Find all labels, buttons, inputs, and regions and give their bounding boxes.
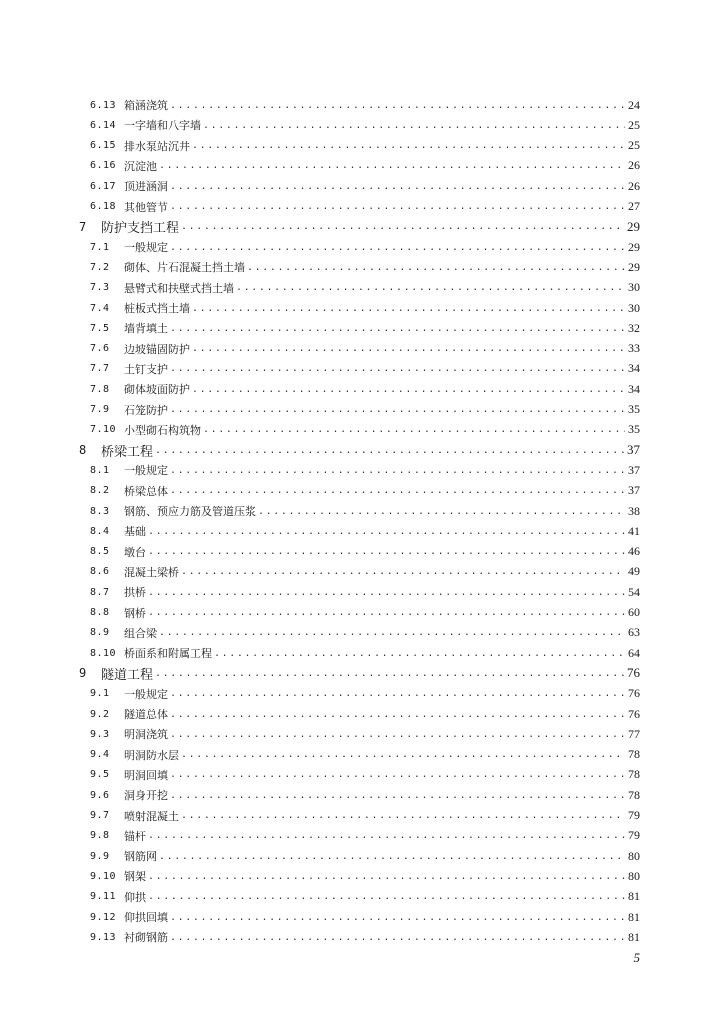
dot-leader [192, 303, 625, 314]
toc-entry-page: 37 [628, 483, 640, 498]
dot-leader [170, 100, 625, 111]
toc-entry-title: 钢架 [124, 870, 146, 884]
toc-section-entry[interactable] [90, 136, 640, 156]
toc-entry-page: 54 [628, 584, 640, 599]
dot-leader [247, 262, 625, 273]
toc-entry-page: 46 [628, 544, 640, 559]
toc-entry-number: 7.9 [90, 404, 110, 415]
toc-section-entry[interactable] [90, 643, 640, 663]
toc-entry-number: 7.8 [90, 383, 110, 395]
toc-entry-number: 9.9 [90, 850, 110, 862]
toc-entry-number: 7.6 [90, 343, 110, 355]
toc-entry-page: 26 [628, 158, 640, 173]
toc-section-entry[interactable] [90, 927, 640, 947]
toc-entry-page: 33 [628, 341, 640, 356]
toc-section-entry[interactable] [90, 481, 640, 501]
toc-entry-page: 29 [628, 259, 640, 274]
dot-leader [170, 404, 625, 415]
toc-entry-title: 隧道总体 [124, 708, 168, 721]
toc-entry-title: 砌体、片石混凝土挡土墙 [124, 261, 245, 275]
toc-entry-title: 砌体坡面防护 [124, 383, 190, 397]
toc-section-entry[interactable] [90, 866, 640, 886]
dot-leader [159, 851, 625, 862]
toc-entry-title: 明洞回填 [124, 768, 168, 782]
toc-entry-title: 一字墙和八字墙 [124, 119, 201, 133]
toc-entry-title: 锚杆 [124, 829, 146, 843]
toc-section-entry[interactable] [90, 887, 640, 907]
dot-leader [181, 221, 624, 232]
toc-entry-page: 76 [628, 706, 640, 721]
toc-entry-number: 7.7 [90, 363, 110, 375]
toc-entry-number: 9.12 [90, 911, 117, 923]
toc-entry-number: 9.1 [90, 688, 110, 700]
toc-section-entry[interactable] [90, 562, 640, 582]
toc-section-entry[interactable] [90, 298, 640, 318]
toc-entry-page: 81 [628, 929, 640, 944]
toc-section-entry[interactable] [90, 339, 640, 359]
toc-entry-title: 衬砌钢筋 [124, 931, 168, 945]
toc-entry-title: 悬臂式和扶壁式挡土墙 [124, 281, 234, 295]
toc-section-entry[interactable] [90, 400, 640, 420]
dot-leader [214, 648, 625, 659]
toc-entry-title: 组合梁 [124, 626, 157, 640]
toc-entry-page: 32 [628, 320, 640, 335]
toc-entry-title: 洞身开挖 [124, 789, 168, 803]
toc-entry-number: 8.5 [90, 546, 110, 558]
dot-leader [170, 323, 625, 334]
dot-leader [148, 607, 625, 618]
toc-entry-number: 6.15 [90, 140, 117, 152]
toc-entry-number: 8.6 [90, 566, 110, 578]
toc-entry-page: 76 [628, 686, 640, 701]
toc-entry-number: 7.10 [90, 424, 117, 436]
dot-leader [170, 363, 625, 374]
toc-section-entry[interactable] [90, 907, 640, 927]
dot-leader [170, 729, 625, 740]
toc-entry-title: 钢筋、预应力筋及管道压浆 [124, 505, 256, 518]
toc-entry-number: 9.5 [90, 769, 110, 781]
toc-section-entry[interactable] [90, 379, 640, 399]
toc-section-entry[interactable] [90, 603, 640, 623]
toc-entry-title: 箱涵浇筑 [124, 99, 168, 112]
toc-section-entry[interactable] [90, 704, 640, 724]
toc-section-entry[interactable] [90, 684, 640, 704]
page-number: 5 [633, 950, 640, 965]
toc-section-entry[interactable] [90, 501, 640, 521]
dot-leader [236, 282, 625, 293]
dot-leader [148, 891, 625, 902]
toc-entry-title: 沉淀池 [124, 159, 157, 173]
toc-entry-page: 24 [628, 97, 640, 112]
toc-entry-page: 30 [628, 300, 640, 315]
toc-section-entry[interactable] [90, 785, 640, 805]
dot-leader [181, 810, 625, 821]
toc-entry-title: 防护支挡工程 [101, 221, 180, 237]
dot-leader [170, 769, 625, 780]
toc-section-entry[interactable] [90, 826, 640, 846]
toc-entry-page: 63 [628, 625, 640, 640]
toc-section-entry[interactable] [90, 318, 640, 338]
toc-entry-title: 其他管节 [124, 200, 168, 214]
toc-entry-title: 石笼防护 [124, 403, 168, 417]
dot-leader [148, 871, 625, 882]
toc-entry-page: 64 [628, 645, 640, 660]
toc-entry-title: 桥梁总体 [124, 484, 168, 498]
toc-entry-page: 41 [628, 523, 640, 538]
toc-entry-page: 78 [628, 767, 640, 782]
toc-entry-number: 9.2 [90, 708, 110, 720]
toc-entry-page: 79 [628, 808, 640, 822]
dot-leader [170, 201, 625, 212]
toc-entry-title: 一般规定 [124, 464, 168, 478]
toc-entry-number: 7 [79, 219, 87, 234]
dot-leader [148, 587, 625, 598]
toc-entry-page: 34 [628, 361, 640, 376]
toc-entry-number: 9.7 [90, 810, 110, 821]
toc-entry-title: 墙背填土 [124, 322, 168, 336]
toc-section-entry[interactable] [90, 420, 640, 440]
toc-entry-page: 37 [627, 442, 640, 458]
toc-entry-page: 78 [628, 747, 640, 762]
toc-entry-page: 29 [628, 239, 640, 254]
toc-entry-number: 7.4 [90, 302, 110, 314]
toc-entry-page: 38 [628, 503, 640, 518]
dot-leader [170, 932, 625, 943]
toc-entry-number: 9.11 [90, 891, 117, 903]
dot-leader [170, 688, 625, 699]
dot-leader [170, 181, 625, 192]
toc-entry-number: 9.13 [90, 931, 117, 943]
toc-entry-page: 35 [628, 402, 640, 416]
toc-entry-number: 6.18 [90, 201, 117, 212]
toc-entry-page: 37 [628, 462, 640, 477]
toc-entry-page: 25 [628, 117, 640, 132]
toc-entry-title: 土钉支护 [124, 362, 168, 376]
dot-leader [148, 546, 625, 557]
toc-section-entry[interactable] [90, 582, 640, 602]
toc-entry-title: 喷射混凝土 [124, 809, 179, 823]
toc-entry-number: 7.2 [90, 261, 110, 273]
toc-section-entry[interactable] [90, 623, 640, 643]
toc-entry-page: 81 [628, 889, 640, 904]
toc-entry-title: 排水泵站沉井 [124, 139, 190, 153]
toc-entry-number: 7.5 [90, 322, 110, 334]
dot-leader [203, 424, 625, 435]
toc-entry-number: 9.4 [90, 749, 110, 761]
toc-chapter-entry[interactable] [79, 217, 640, 237]
dot-leader [159, 160, 625, 171]
toc-entry-title: 明洞浇筑 [124, 728, 168, 742]
dot-leader [181, 566, 625, 577]
toc-section-entry[interactable] [90, 95, 640, 115]
dot-leader [170, 242, 625, 253]
toc-entry-title: 基础 [124, 525, 146, 539]
dot-leader [170, 485, 625, 496]
toc-chapter-entry[interactable] [79, 440, 640, 460]
toc-entry-title: 明洞防水层 [124, 748, 179, 762]
toc-entry-title: 一般规定 [124, 241, 168, 255]
toc-section-entry[interactable] [90, 115, 640, 135]
dot-leader [155, 668, 624, 679]
toc-entry-title: 桥面系和附属工程 [124, 647, 212, 661]
toc-entry-number: 9.10 [90, 870, 117, 882]
toc-entry-page: 29 [627, 218, 640, 234]
toc-entry-number: 9.8 [90, 830, 110, 842]
toc-section-entry[interactable] [90, 278, 640, 298]
toc-entry-page: 81 [628, 909, 640, 924]
toc-entry-page: 78 [628, 787, 640, 802]
toc-entry-page: 76 [627, 665, 640, 681]
toc-section-entry[interactable] [90, 521, 640, 541]
toc-entry-title: 顶进涵洞 [124, 180, 168, 194]
toc-entry-page: 35 [628, 422, 640, 437]
toc-entry-page: 80 [628, 848, 640, 863]
dot-leader [170, 709, 625, 720]
toc-entry-number: 8.8 [90, 607, 110, 618]
toc-entry-title: 隧道工程 [101, 667, 154, 683]
dot-leader [170, 790, 625, 801]
dot-leader [159, 627, 625, 638]
toc-section-entry[interactable] [90, 806, 640, 826]
toc-entry-number: 8.2 [90, 485, 110, 497]
toc-entry-number: 9.3 [90, 728, 110, 740]
toc-section-entry[interactable] [90, 237, 640, 257]
toc-entry-number: 7.1 [90, 241, 110, 253]
toc-entry-title: 拱桥 [124, 586, 146, 600]
toc-section-entry[interactable] [90, 724, 640, 744]
toc-section-entry[interactable] [90, 359, 640, 379]
toc-entry-title: 钢桥 [124, 606, 146, 620]
toc-chapter-entry[interactable] [79, 663, 640, 683]
toc-entry-page: 79 [628, 828, 640, 843]
toc-section-entry[interactable] [90, 156, 640, 176]
dot-leader [192, 140, 625, 151]
toc-entry-page: 49 [628, 564, 640, 579]
toc-entry-number: 8 [79, 443, 87, 458]
toc-entry-number: 8.4 [90, 525, 110, 537]
toc-entry-page: 77 [628, 726, 640, 741]
toc-section-entry[interactable] [90, 176, 640, 196]
toc-entry-number: 8.10 [90, 647, 117, 659]
dot-leader [148, 526, 625, 537]
dot-leader [192, 384, 625, 395]
toc-entry-page: 26 [628, 178, 640, 193]
toc-entry-number: 8.9 [90, 627, 110, 639]
toc-entry-title: 仰拱 [124, 890, 146, 904]
dot-leader [181, 749, 625, 760]
dot-leader [192, 343, 625, 354]
toc-entry-title: 一般规定 [124, 687, 168, 701]
toc-entry-number: 7.3 [90, 282, 110, 294]
toc-entry-page: 34 [628, 381, 640, 396]
toc-entry-title: 混凝土梁桥 [124, 565, 179, 579]
toc-entry-title: 钢筋网 [124, 850, 157, 864]
toc-entry-title: 边坡锚固防护 [124, 342, 190, 356]
dot-leader [170, 912, 625, 923]
toc-section-entry[interactable] [90, 257, 640, 277]
dot-leader [203, 120, 625, 131]
toc-entry-number: 8.7 [90, 586, 110, 598]
dot-leader [258, 506, 625, 517]
toc-section-entry[interactable] [90, 542, 640, 562]
toc-entry-title: 仰拱回填 [124, 911, 168, 924]
toc-section-entry[interactable] [90, 846, 640, 866]
toc-entry-title: 墩台 [124, 545, 146, 559]
toc-entry-page: 25 [628, 138, 640, 153]
dot-leader [170, 465, 625, 476]
toc-entry-title: 小型砌石构筑物 [124, 423, 201, 437]
toc-entry-title: 桥梁工程 [101, 444, 154, 460]
toc-section-entry[interactable] [90, 460, 640, 480]
toc-entry-page: 27 [628, 199, 640, 213]
dot-leader [155, 445, 624, 456]
toc-entry-number: 9.6 [90, 789, 110, 801]
toc-entry-page: 80 [628, 868, 640, 883]
toc-entry-number: 6.14 [90, 119, 117, 131]
toc-entry-number: 6.13 [90, 99, 117, 111]
toc-entry-page: 60 [628, 605, 640, 619]
toc-entry-number: 6.16 [90, 160, 117, 172]
toc-entry-number: 8.1 [90, 464, 110, 476]
toc-entry-page: 30 [628, 280, 640, 295]
toc-entry-number: 8.3 [90, 505, 110, 517]
toc-entry-title: 桩板式挡土墙 [124, 302, 190, 315]
toc-section-entry[interactable] [90, 745, 640, 765]
toc-entry-number: 9 [79, 666, 87, 681]
toc-section-entry[interactable] [90, 765, 640, 785]
dot-leader [148, 830, 625, 841]
toc-entry-number: 6.17 [90, 180, 117, 192]
toc-section-entry[interactable] [90, 197, 640, 217]
